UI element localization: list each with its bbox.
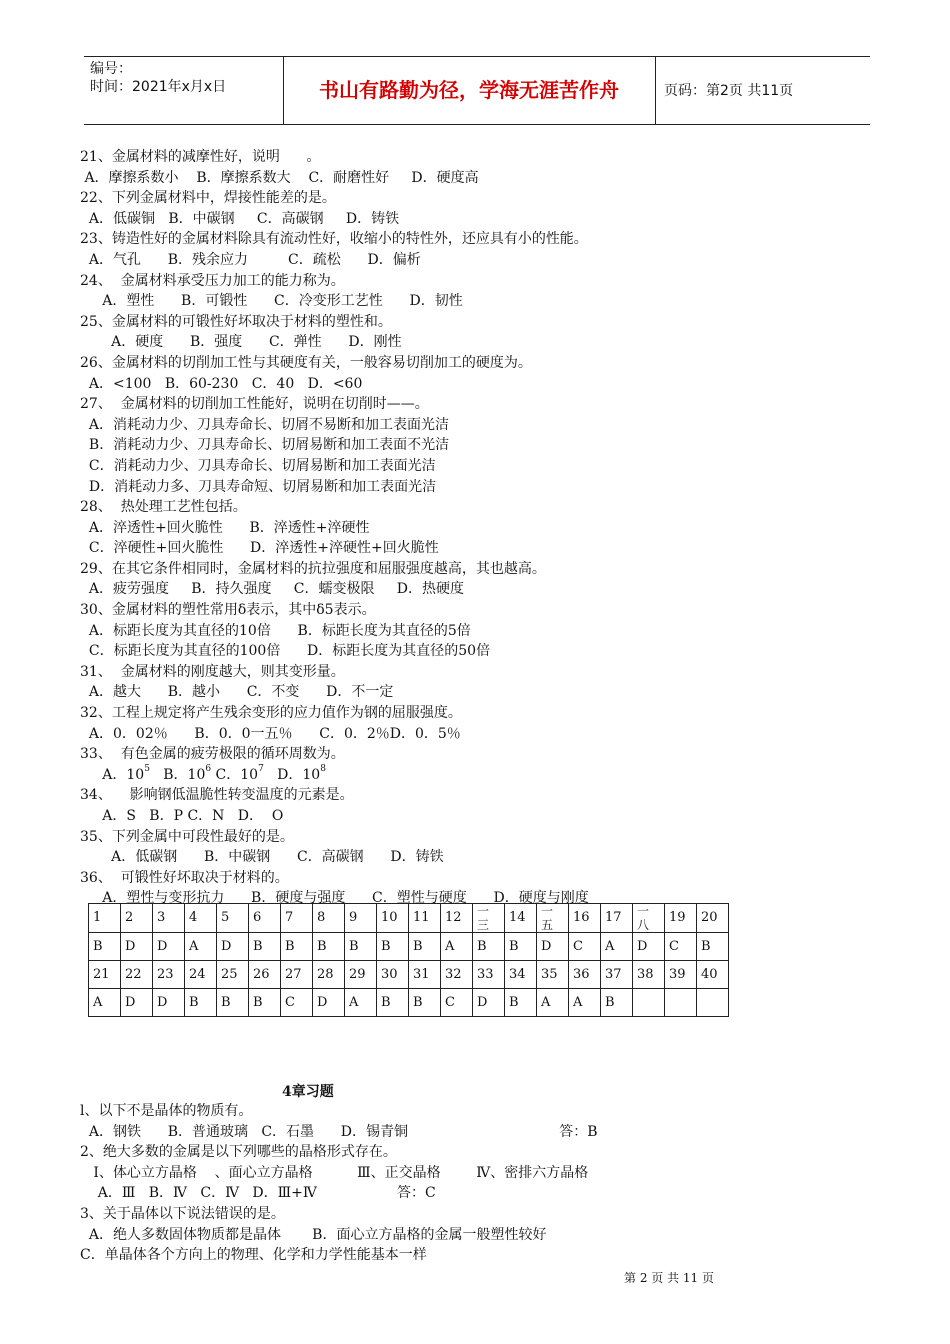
answer-table-cell: 39 xyxy=(665,961,697,989)
answer-table-cell: 31 xyxy=(409,961,441,989)
question-line: A．消耗动力少、刀具寿命长、切屑不易断和加工表面光洁 xyxy=(80,416,450,433)
answer-table-cell: B xyxy=(409,989,441,1017)
header-meta xyxy=(90,60,226,96)
answer-table-row xyxy=(89,989,729,1017)
answer-table-cell: B xyxy=(89,933,121,961)
answer-table-cell: 10 xyxy=(377,904,409,933)
question-line: C．标距长度为其直径的100倍 D．标距长度为其直径的50倍 xyxy=(80,643,491,660)
question-line: 33、 有色金属的疲劳极限的循环周数为。 xyxy=(80,746,345,763)
q33-exp-a: 5 xyxy=(144,763,150,774)
answer-table-cell: 一 八 xyxy=(633,904,665,933)
answer-table-cell: 3 xyxy=(153,904,185,933)
question-line: D．消耗动力多、刀具寿命短、切屑易断和加工表面光洁 xyxy=(80,478,437,495)
answer-table-cell xyxy=(633,989,665,1017)
chapter-line: I、体心立方晶格 、面心立方晶格 Ⅲ、正交晶格 Ⅳ、密排六方晶格 xyxy=(80,1164,589,1181)
answer-table-cell: 1 xyxy=(89,904,121,933)
answer-table-row xyxy=(89,904,729,933)
question-line: A．疲劳强度 B．持久强度 C．蠕变极限 D．热硬度 xyxy=(80,581,464,598)
q33-exp-d: 8 xyxy=(320,763,326,774)
answer-table-cell: 25 xyxy=(217,961,249,989)
answer-table-cell: C xyxy=(665,933,697,961)
question-line: A．低碳铜 B．中碳钢 C．高碳钢 D．铸铁 xyxy=(80,210,400,227)
answer-table-cell: 26 xyxy=(249,961,281,989)
question-line: C．淬硬性+回火脆性 D．淬透性+淬硬性+回火脆性 xyxy=(80,540,439,557)
answer-table-cell: B xyxy=(345,933,377,961)
answer-table-cell: 29 xyxy=(345,961,377,989)
answer-table-cell: 32 xyxy=(441,961,473,989)
answer-table-cell: C xyxy=(441,989,473,1017)
answer-table-cell: 7 xyxy=(281,904,313,933)
answer-table-cell: B xyxy=(505,933,537,961)
answer-table-cell: D xyxy=(217,933,249,961)
answer-table-cell: D xyxy=(153,933,185,961)
answer-table-cell: 20 xyxy=(697,904,729,933)
answer-table-cell: D xyxy=(121,933,153,961)
answer-table-cell: D xyxy=(121,989,153,1017)
answer-table-cell: 28 xyxy=(313,961,345,989)
answer-table-cell: 27 xyxy=(281,961,313,989)
question-line: 34、 影响钢低温脆性转变温度的元素是。 xyxy=(80,787,354,804)
question-line: A．S B．P C．N D． O xyxy=(80,808,284,824)
question-line: A．低碳钢 B．中碳钢 C．高碳钢 D．铸铁 xyxy=(80,849,444,866)
question-line: 28、 热处理工艺性包括。 xyxy=(80,499,247,516)
answer-table-cell: B xyxy=(505,989,537,1017)
answer-table-cell: A xyxy=(601,933,633,961)
answer-table-cell: 30 xyxy=(377,961,409,989)
answer-table-cell: A xyxy=(441,933,473,961)
chapter-line: A．Ⅲ B．Ⅳ C．Ⅳ D．Ⅲ+Ⅳ 答：C xyxy=(80,1185,436,1202)
answer-table-cell: C xyxy=(281,989,313,1017)
header-top-rule xyxy=(84,56,870,57)
answer-table-cell: A xyxy=(345,989,377,1017)
answer-table-cell: 12 xyxy=(441,904,473,933)
question-line: A．塑性与变形抗力 B．硬度与强度 C．塑性与硬度 D．硬度与刚度 xyxy=(80,890,589,907)
answer-table-cell: D xyxy=(153,989,185,1017)
header-bottom-rule xyxy=(84,124,870,125)
q33-exp-b: 6 xyxy=(205,763,212,774)
answer-table-cell: 21 xyxy=(89,961,121,989)
answer-table-cell: B xyxy=(217,989,249,1017)
answer-table-cell: D xyxy=(633,933,665,961)
question-list xyxy=(80,147,870,909)
question-line: C．消耗动力少、刀具寿命长、切屑易断和加工表面光洁 xyxy=(80,457,436,474)
answer-table-cell: C xyxy=(569,933,601,961)
answer-table-cell: 4 xyxy=(185,904,217,933)
date-label: 时间：2021年x月x日 xyxy=(90,79,227,95)
question-line: A．越大 B．越小 C．不变 D．不一定 xyxy=(80,684,394,701)
question-line: A．0．02％ B．0．0一五％ C．0．2％D．0．5％ xyxy=(80,725,461,742)
question-line: 35、下列金属中可段性最好的是。 xyxy=(80,828,294,845)
chapter-line: A．绝人多数固体物质都是晶体 B．面心立方晶格的金属一般塑性较好 xyxy=(80,1226,547,1243)
question-line: A．气孔 B．残余应力 C．疏松 D．偏析 xyxy=(80,251,421,268)
question-line: A．标距长度为其直径的10倍 B．标距长度为其直径的5倍 xyxy=(80,622,471,639)
answer-table-cell: 5 xyxy=(217,904,249,933)
answer-table-cell: B xyxy=(249,933,281,961)
answer-table-cell: B xyxy=(473,933,505,961)
question-line: 29、在其它条件相同时，金属材料的抗拉强度和屈服强度越高，其也越高。 xyxy=(80,560,546,577)
question-line: A．塑性 B．可锻性 C．冷变形工艺性 D．韧性 xyxy=(80,293,463,310)
answer-table-cell: B xyxy=(281,933,313,961)
answer-table-cell: 8 xyxy=(313,904,345,933)
answer-table-cell: B xyxy=(601,989,633,1017)
question-line: 24、 金属材料承受压力加工的能力称为。 xyxy=(80,272,345,289)
question-line: 26、金属材料的切削加工性与其硬度有关，一般容易切削加工的硬度为。 xyxy=(80,354,532,371)
answer-table-cell: 19 xyxy=(665,904,697,933)
answer-table-cell: 一 三 xyxy=(473,904,505,933)
number-label: 编号： xyxy=(90,61,132,77)
answer-table-cell xyxy=(665,989,697,1017)
answer-table-cell: 36 xyxy=(569,961,601,989)
chapter-line: l、以下不是晶体的物质有。 xyxy=(80,1103,253,1119)
question-line: 23、铸造性好的金属材料除具有流动性好，收缩小的特性外，还应具有小的性能。 xyxy=(80,231,588,248)
q33-options xyxy=(80,765,870,786)
question-line: 21、金属材料的减摩性好，说明 。 xyxy=(80,149,321,165)
question-line: 32、工程上规定将产生残余变形的应力值作为钢的屈服强度。 xyxy=(80,705,462,722)
question-line: 31、 金属材料的刚度越大，则其变形量。 xyxy=(80,663,345,680)
chapter-line: A．钢铁 B．普通玻璃 C．石墨 D．锡青铜 答：B xyxy=(80,1123,598,1140)
answer-table-cell: 34 xyxy=(505,961,537,989)
answer-table-cell: A xyxy=(89,989,121,1017)
answer-table-cell: 40 xyxy=(697,961,729,989)
answer-table-cell: B xyxy=(185,989,217,1017)
answer-table-cell: B xyxy=(249,989,281,1017)
answer-table-cell: B xyxy=(697,933,729,961)
answer-table-cell: B xyxy=(377,933,409,961)
answer-table-cell: 6 xyxy=(249,904,281,933)
answer-table-cell: 9 xyxy=(345,904,377,933)
answer-table-cell: 11 xyxy=(409,904,441,933)
answer-table-cell: 2 xyxy=(121,904,153,933)
answer-table-cell: A xyxy=(569,989,601,1017)
answer-table-cell: 35 xyxy=(537,961,569,989)
header-page-info: 页码：第2页 共11页 xyxy=(664,83,794,99)
question-line: 30、金属材料的塑性常用δ表示，其中δ5表示。 xyxy=(80,602,376,619)
answer-table-cell: B xyxy=(313,933,345,961)
answer-table-cell: D xyxy=(313,989,345,1017)
q33-option-c: C．10 xyxy=(211,766,259,783)
question-line: 22、下列金属材料中，焊接性能差的是。 xyxy=(80,190,336,207)
answer-table-cell: D xyxy=(473,989,505,1017)
answer-table-row xyxy=(89,961,729,989)
answer-table-cell xyxy=(697,989,729,1017)
answer-table-cell: 33 xyxy=(473,961,505,989)
question-line: 25、金属材料的可锻性好坏取决于材料的塑性和。 xyxy=(80,313,392,330)
q33-option-a: A．10 xyxy=(80,766,145,783)
answer-table-cell: B xyxy=(377,989,409,1017)
answer-table-cell: B xyxy=(409,933,441,961)
chapter-title: 4章习题 xyxy=(282,1084,334,1100)
answer-table-cell: 22 xyxy=(121,961,153,989)
q33-option-b: B．10 xyxy=(149,766,206,783)
chapter-line: 3、关于晶体以下说法错误的是。 xyxy=(80,1205,285,1222)
answer-table-cell: 37 xyxy=(601,961,633,989)
question-line: A．淬透性+回火脆性 B．淬透性+淬硬性 xyxy=(80,519,370,536)
header-divider-right xyxy=(655,56,656,124)
answer-table-cell: 17 xyxy=(601,904,633,933)
answer-table-cell: A xyxy=(185,933,217,961)
answer-table-cell: D xyxy=(537,933,569,961)
answer-table-cell: A xyxy=(537,989,569,1017)
question-line: A．摩擦系数小 B．摩擦系数大 C．耐磨性好 D．硬度高 xyxy=(80,169,479,186)
answer-table-cell: 16 xyxy=(569,904,601,933)
chapter-line: C．单晶体各个方向上的物理、化学和力学性能基本一样 xyxy=(80,1247,427,1264)
question-line: A．硬度 B．强度 C．弹性 D．刚性 xyxy=(80,334,402,351)
q33-exp-c: 7 xyxy=(258,763,264,774)
question-line: 36、 可锻性好坏取决于材料的。 xyxy=(80,869,289,886)
q33-option-d: D．10 xyxy=(263,766,321,783)
answer-table xyxy=(88,903,729,1017)
answer-table-cell: 23 xyxy=(153,961,185,989)
answer-table-cell: 14 xyxy=(505,904,537,933)
answer-table-row xyxy=(89,933,729,961)
question-line: B．消耗动力少、刀具寿命长、切屑易断和加工表面不光洁 xyxy=(80,437,450,454)
header-motto: 书山有路勤为径，学海无涯苦作舟 xyxy=(319,78,619,102)
chapter-line: 2、绝大多数的金属是以下列哪些的晶格形式存在。 xyxy=(80,1144,397,1161)
question-line: A．<100 B．60-230 C．40 D．<60 xyxy=(80,375,363,392)
page-footer: 第 2 页 共 11 页 xyxy=(624,1271,714,1285)
answer-table-cell: 一 五 xyxy=(537,904,569,933)
question-line: 27、 金属材料的切削加工性能好，说明在切削时——。 xyxy=(80,396,429,413)
answer-table-cell: 38 xyxy=(633,961,665,989)
chapter-questions xyxy=(80,1101,870,1266)
answer-table-cell: 24 xyxy=(185,961,217,989)
